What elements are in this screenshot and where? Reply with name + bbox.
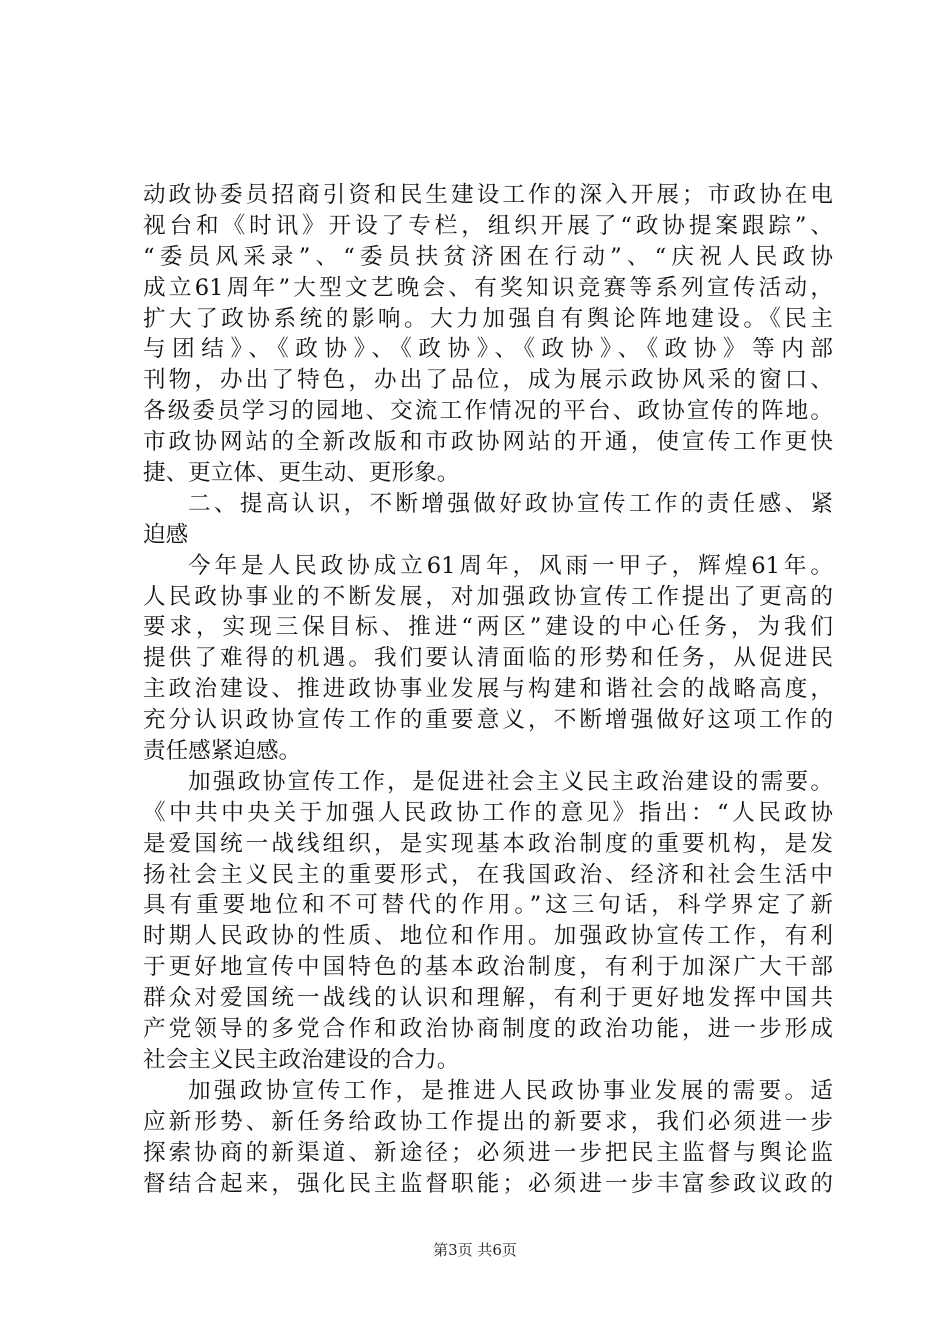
text-line: 加强政协宣传工作，是推进人民政协事业发展的需要。适	[188, 1077, 833, 1104]
text-line: 社会主义民主政治建设的合力。	[143, 1046, 460, 1073]
document-body	[143, 180, 833, 1199]
text-line: 充分认识政协宣传工作的重要意义，不断增强做好这项工作的	[143, 707, 833, 734]
text-line: 时期人民政协的性质、地位和作用。加强政协宣传工作，有利	[143, 923, 833, 950]
text-line: 市政协网站的全新改版和市政协网站的开通，使宣传工作更快	[143, 429, 833, 456]
text-line: 探索协商的新渠道、新途径；必须进一步把民主监督与舆论监	[143, 1139, 833, 1166]
text-line: 与团结》、《政协》、《政协》、《政协》、《政协》等内部	[143, 336, 833, 363]
text-line: 成立61周年”大型文艺晚会、有奖知识竞赛等系列宣传活动，	[143, 274, 833, 301]
text-line: 要求，实现三保目标、推进“两区”建设的中心任务，为我们	[143, 614, 833, 641]
text-line: 于更好地宣传中国特色的基本政治制度，有利于加深广大干部	[143, 954, 833, 981]
section-heading-line: 迫感	[143, 521, 189, 548]
section-heading-line: 二、提高认识，不断增强做好政协宣传工作的责任感、紧	[188, 490, 833, 517]
text-line: 群众对爱国统一战线的认识和理解，有利于更好地发挥中国共	[143, 985, 833, 1012]
text-line: 督结合起来，强化民主监督职能；必须进一步丰富参政议政的	[143, 1170, 833, 1197]
text-line: 责任感紧迫感。	[143, 738, 302, 765]
text-line: 《中共中央关于加强人民政协工作的意见》指出：“人民政协	[143, 799, 833, 826]
text-line: 刊物，办出了特色，办出了品位，成为展示政协风采的窗口、	[143, 367, 833, 394]
text-line: 提供了难得的机遇。我们要认清面临的形势和任务，从促进民	[143, 645, 833, 672]
text-line: 应新形势、新任务给政协工作提出的新要求，我们必须进一步	[143, 1108, 833, 1135]
text-line: 扩大了政协系统的影响。大力加强自有舆论阵地建设。《民主	[143, 305, 833, 332]
text-line: “委员风采录”、“委员扶贫济困在行动”、“庆祝人民政协	[143, 243, 833, 270]
text-line: 今年是人民政协成立61周年，风雨一甲子，辉煌61年。	[188, 552, 833, 579]
text-line: 加强政协宣传工作，是促进社会主义民主政治建设的需要。	[188, 768, 833, 795]
text-line: 扬社会主义民主的重要形式，在我国政治、经济和社会生活中	[143, 861, 833, 888]
page-number-footer: 第3页 共6页	[433, 1241, 517, 1259]
text-line: 具有重要地位和不可替代的作用。”这三句话，科学界定了新	[143, 892, 833, 919]
text-line: 动政协委员招商引资和民生建设工作的深入开展；市政协在电	[143, 182, 833, 208]
text-line: 捷、更立体、更生动、更形象。	[143, 460, 460, 487]
text-line: 主政治建设、推进政协事业发展与构建和谐社会的战略高度，	[143, 676, 833, 703]
text-line: 人民政协事业的不断发展，对加强政协宣传工作提出了更高的	[143, 583, 833, 610]
text-line: 产党领导的多党合作和政治协商制度的政治功能，进一步形成	[143, 1016, 833, 1043]
text-line: 各级委员学习的园地、交流工作情况的平台、政协宣传的阵地。	[143, 398, 833, 425]
text-line: 是爱国统一战线组织，是实现基本政治制度的重要机构，是发	[143, 830, 833, 857]
text-line: 视台和《时讯》开设了专栏，组织开展了“政协提案跟踪”、	[143, 212, 833, 239]
